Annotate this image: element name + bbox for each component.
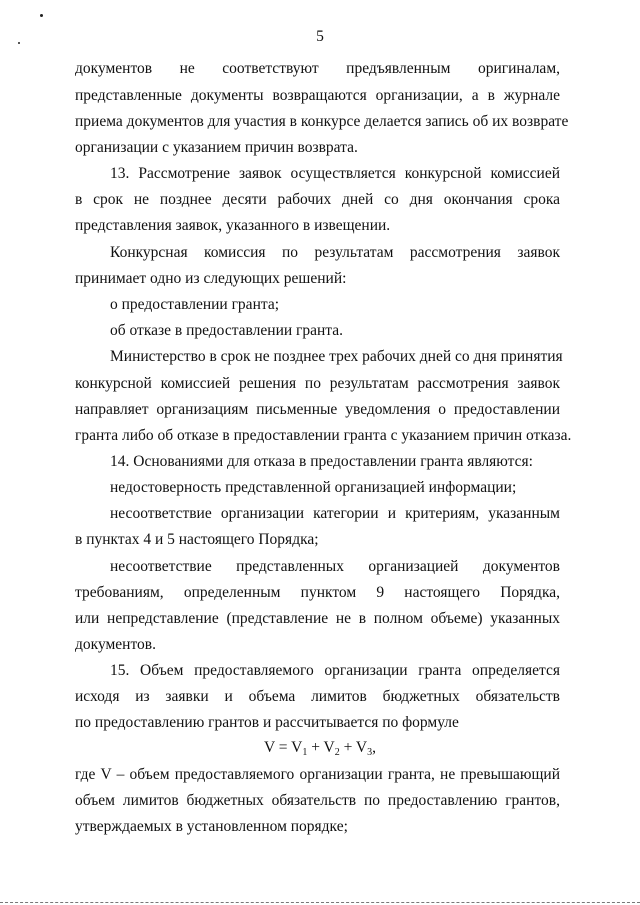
formula-subscript: 3	[367, 747, 373, 758]
text-line: 13. Рассмотрение заявок осуществляется конкурсной комиссией	[110, 165, 560, 182]
scan-edge-rule	[0, 902, 640, 903]
text-line: в пунктах 4 и 5 настоящего Порядка;	[75, 531, 319, 548]
formula-part: + V	[307, 739, 335, 756]
text-line: 15. Объем предоставляемого организации гранта определяется	[110, 662, 560, 679]
text-line: организации с указанием причин возврата.	[75, 139, 358, 156]
text-line: 14. Основаниями для отказа в предоставлении гранта являются:	[110, 453, 533, 470]
text-line: приема документов для участия в конкурсе делается запись об их возврате	[75, 113, 569, 130]
text-line: об отказе в предоставлении гранта.	[110, 322, 344, 339]
text-line: документов.	[75, 636, 156, 653]
formula-subscript: 1	[302, 747, 308, 758]
text-line: принимает одно из следующих решений:	[75, 270, 347, 287]
text-line: конкурсной комиссией решения по результатам рассмотрения заявок	[75, 375, 560, 392]
text-line: исходя из заявки и объема лимитов бюджетных обязательств	[75, 688, 560, 705]
text-line: или непредставление (представление не в полном объеме) указанных	[75, 610, 560, 627]
text-line: документов не соответствуют предъявленным оригиналам,	[75, 60, 560, 77]
formula-part: V = V	[263, 739, 303, 756]
text-line: в срок не позднее десяти рабочих дней со дня окончания срока	[75, 191, 560, 208]
text-line: представления заявок, указанного в извещении.	[75, 217, 391, 234]
text-line: несоответствие организации категории и критериям, указанным	[110, 505, 560, 522]
text-line: недостоверность представленной организацией информации;	[110, 479, 517, 496]
formula-part: + V	[339, 739, 368, 756]
text-line: Министерство в срок не позднее трех рабочих дней со дня принятия	[110, 348, 563, 365]
scan-speck	[40, 14, 43, 17]
text-line: гранта либо об отказе в предоставлении гранта с указанием причин отказа.	[75, 427, 572, 444]
text-line: объем лимитов бюджетных обязательств по предоставлению грантов,	[75, 792, 560, 809]
text-line: Конкурсная комиссия по результатам рассмотрения заявок	[110, 244, 560, 261]
formula-part: ,	[372, 739, 376, 756]
text-line: направляет организациям письменные уведомления о предоставлении	[75, 401, 560, 418]
formula	[0, 739, 640, 757]
text-line: по предоставлению грантов и рассчитывается по формуле	[75, 714, 459, 731]
formula-subscript: 2	[334, 747, 340, 758]
text-line: утверждаемых в установленном порядке;	[75, 818, 348, 835]
text-line: представленные документы возвращаются организации, а в журнале	[75, 87, 560, 104]
page-number: 5	[316, 28, 324, 45]
text-line: о предоставлении гранта;	[110, 296, 280, 313]
text-line: требованиям, определенным пунктом 9 настоящего Порядка,	[75, 584, 560, 601]
text-line: несоответствие представленных организацией документов	[110, 558, 560, 575]
text-line: где V – объем предоставляемого организации гранта, не превышающий	[75, 766, 560, 783]
